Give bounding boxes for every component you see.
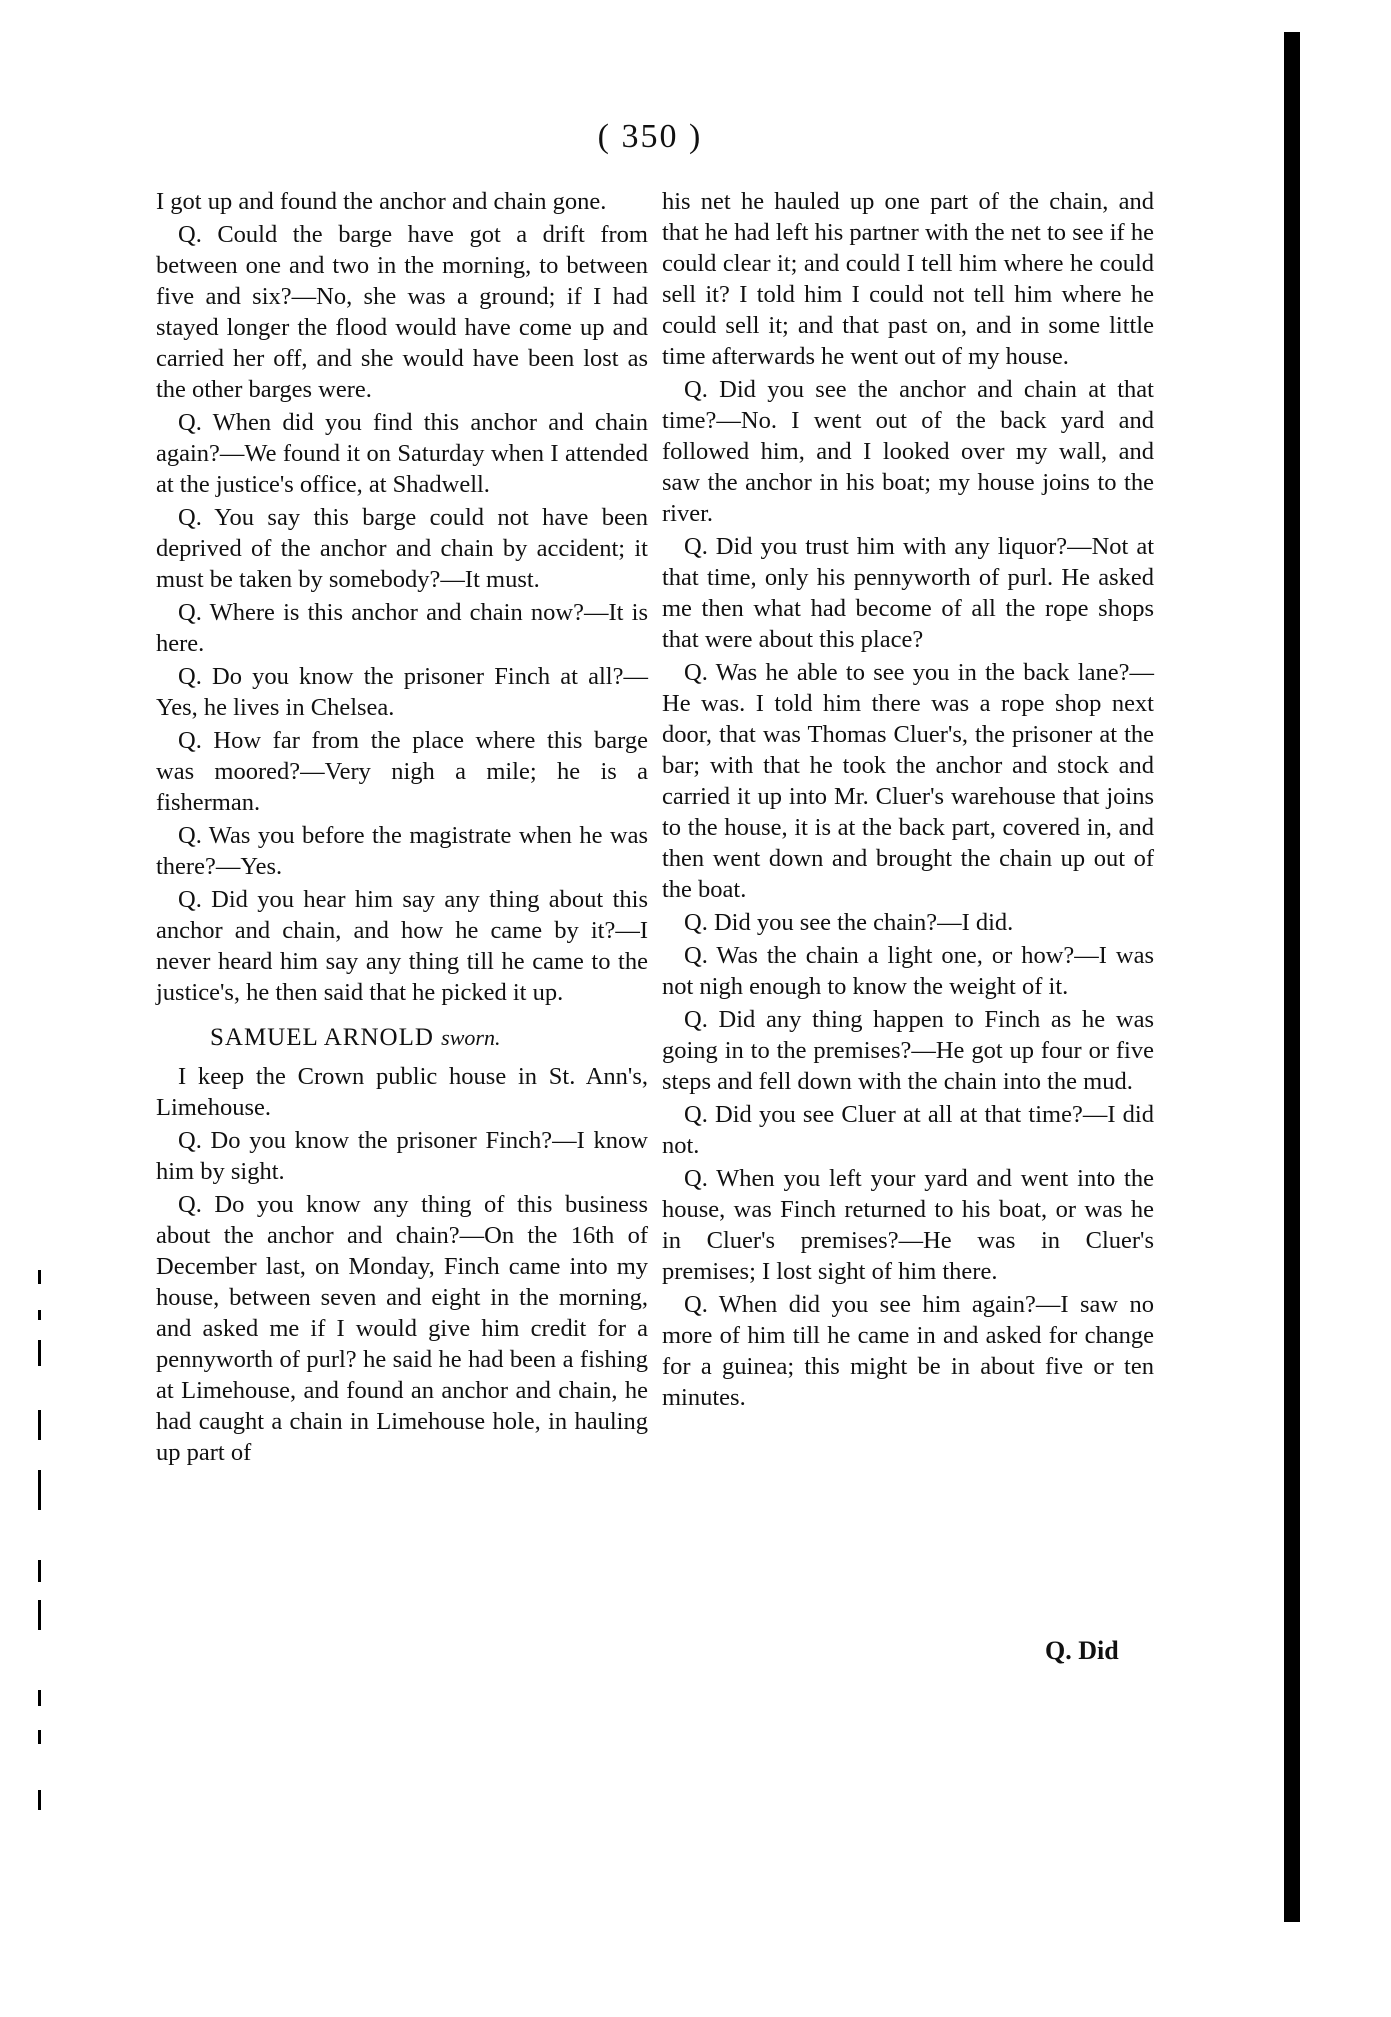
paragraph: Q. Did you see the anchor and chain at that time?—No. I went out of the back yard and followed him, and I looked over my wall, and saw the anchor in his boat; my house joins to the river.: [662, 376, 1154, 527]
paragraph: Q. Did any thing happen to Finch as he was going in to the premises?—He got up four or five steps and fell down with the chain into the mud.: [662, 1006, 1154, 1095]
paragraph: Q. How far from the place where this barge was moored?—Very nigh a mile; he is a fisherman.: [156, 727, 648, 816]
paragraph: Q. Did you hear him say any thing about this anchor and chain, and how he came by it?—I never heard him say any thing till he came to the justice's, he then said that he picked it up.: [156, 886, 648, 1006]
paragraph: Q. Did you see the chain?—I did.: [684, 909, 1014, 936]
witness-name: SAMUEL ARNOLD: [210, 1024, 434, 1051]
edge-mark: [38, 1730, 41, 1744]
paragraph: I keep the Crown public house in St. Ann's, Limehouse.: [156, 1063, 648, 1121]
paragraph: Q. You say this barge could not have been deprived of the anchor and chain by accident; it must be taken by somebody?—It must.: [156, 504, 648, 593]
edge-mark: [38, 1790, 41, 1810]
paragraph: Q. When you left your yard and went into the house, was Finch returned to his boat, or was he in Cluer's premises?—He was in Cluer's premises; I lost sight of him there.: [662, 1165, 1154, 1285]
catchword: Q. Did: [1045, 1636, 1119, 1665]
edge-mark: [38, 1600, 41, 1630]
witness-sworn: sworn.: [441, 1025, 501, 1050]
paragraph: Q. Was he able to see you in the back lane?—He was. I told him there was a rope shop next door, that was Thomas Cluer's, the prisoner at the bar; with that he took the anchor and stock and carried it up into Mr. Cluer's warehouse that joins to the house, it is at the back part, covered in, and then went down and brought the chain up out of the boat.: [662, 659, 1154, 903]
paragraph: Q. Where is this anchor and chain now?—It is here.: [156, 599, 648, 657]
edge-mark: [38, 1690, 41, 1706]
page-number: ( 350 ): [597, 118, 703, 155]
paragraph: Q. Do you know the prisoner Finch at all?—Yes, he lives in Chelsea.: [156, 663, 648, 721]
paragraph: I got up and found the anchor and chain gone.: [156, 188, 607, 215]
edge-mark: [38, 1560, 41, 1582]
edge-mark: [38, 1310, 41, 1320]
edge-mark: [38, 1410, 41, 1440]
paragraph: Q. Do you know any thing of this business about the anchor and chain?—On the 16th of December last, on Monday, Finch came into my house, between seven and eight in the morning, and asked me if I would give him credit for a pennyworth of purl? he said he had been a fishing at Limehouse, and found an anchor and chain, he had caught a chain in Limehouse hole, in hauling up part of: [156, 1191, 648, 1466]
paragraph: Q. Could the barge have got a drift from between one and two in the morning, to between five and six?—No, she was a ground; if I had stayed longer the flood would have come up and carried her off, and she would have been lost as the other barges were.: [156, 221, 648, 403]
paragraph: Q. Did you see Cluer at all at that time?—I did not.: [662, 1101, 1154, 1159]
paragraph: Q. Do you know the prisoner Finch?—I know him by sight.: [156, 1127, 648, 1185]
edge-mark: [38, 1470, 41, 1510]
paragraph: his net he hauled up one part of the chain, and that he had left his partner with the net to see if he could clear it; and could I tell him where he could sell it? I told him I could not tell him where he could sell it; and that past on, and in some little time afterwards he went out of my house.: [662, 188, 1154, 370]
paragraph: Q. Did you trust him with any liquor?—Not at that time, only his pennyworth of purl. He asked me then what had become of all the rope shops that were about this place?: [662, 533, 1154, 653]
witness-heading: [210, 1022, 648, 1053]
scan-edge-marks: [38, 1270, 44, 1870]
edge-mark: [38, 1270, 41, 1284]
paragraph: Q. When did you find this anchor and chain again?—We found it on Saturday when I attended at the justice's office, at Shadwell.: [156, 409, 648, 498]
left-column: [156, 186, 648, 1470]
paragraph: Q. Was the chain a light one, or how?—I was not nigh enough to know the weight of it.: [662, 942, 1154, 1000]
edge-mark: [38, 1340, 41, 1366]
paragraph: Q. Was you before the magistrate when he was there?—Yes.: [156, 822, 648, 880]
binding-edge-bar: [1284, 32, 1300, 1922]
right-column: [662, 186, 1154, 1415]
paragraph: Q. When did you see him again?—I saw no more of him till he came in and asked for change for a guinea; this might be in about five or ten minutes.: [662, 1291, 1154, 1411]
